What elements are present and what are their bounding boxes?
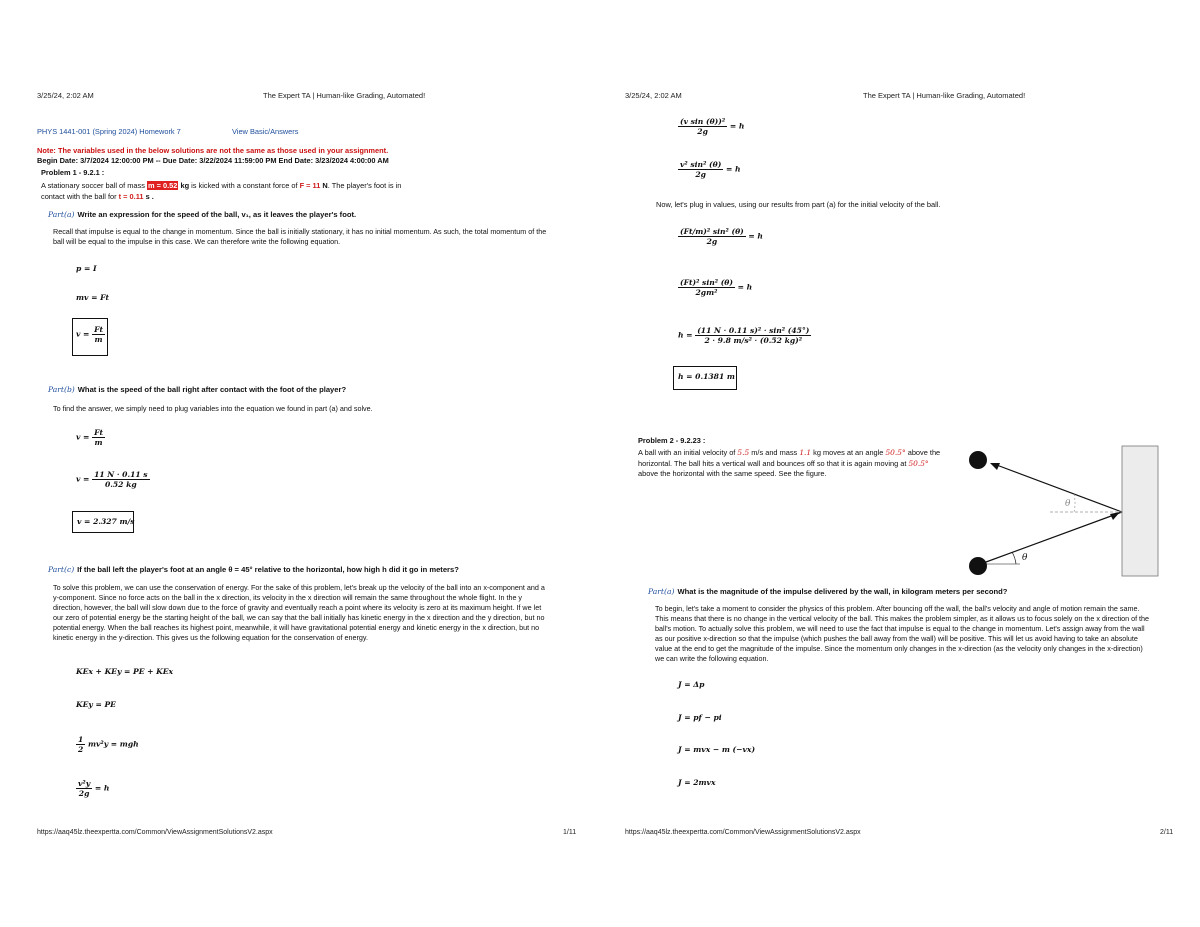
part-a-label: Part(a) xyxy=(648,587,675,596)
eq-ftm-h xyxy=(678,227,763,246)
part-a-text: What is the magnitude of the impulse delivered by the wall, in kilogram meters per second? xyxy=(677,587,1008,596)
eq-rest: = h xyxy=(725,164,741,174)
fraction xyxy=(92,325,105,344)
eq-h-result: h = 0.1381 m xyxy=(678,372,735,381)
eq-v2sin2-h xyxy=(678,160,740,179)
angle-value: 50.5° xyxy=(885,448,906,457)
statement-text: . The player's foot is in xyxy=(327,181,402,190)
footer-url: https://aaq45lz.theexpertta.com/Common/ViewAssignmentSolutionsV2.aspx xyxy=(37,829,273,836)
time-unit: s . xyxy=(145,192,154,201)
part-b-text: What is the speed of the ball right after contact with the foot of the player? xyxy=(77,385,347,394)
eq-vy2-2g xyxy=(76,779,109,798)
eq-vsin-h xyxy=(678,117,744,136)
eq-j-2mvx: J = 2mvx xyxy=(678,778,716,787)
denominator: m xyxy=(94,335,103,344)
eq-v-ft-m xyxy=(76,428,105,447)
bounce-figure xyxy=(960,440,1160,580)
eq-rest: = h xyxy=(737,282,753,292)
denominator: m xyxy=(94,438,103,447)
fraction xyxy=(678,117,727,136)
numerator: v²y xyxy=(78,779,91,788)
statement-text: is kicked with a constant force of xyxy=(191,181,298,190)
part-c-text: If the ball left the player's foot at an angle θ = 45° relative to the horizontal, how high h did it go in meters? xyxy=(77,565,459,574)
problem-1-statement xyxy=(41,181,401,192)
numerator: v² sin² (θ) xyxy=(680,160,722,169)
eq-lhs: h = xyxy=(678,330,693,340)
theta-label-bottom: θ xyxy=(1022,553,1028,563)
course-link[interactable]: PHYS 1441-001 (Spring 2024) Homework 7 xyxy=(37,127,181,136)
statement-text: above the xyxy=(907,448,941,457)
eq-energy-conservation: KEx + KEy = PE + KEx xyxy=(76,667,174,676)
problem-2-title: Problem 2 - 9.2.23 : xyxy=(638,436,706,445)
denominator: 2g xyxy=(706,237,718,246)
eq-ft2-h xyxy=(678,278,752,297)
fraction xyxy=(92,428,105,447)
view-answers-link[interactable]: View Basic/Answers xyxy=(232,127,299,136)
statement-text: A stationary soccer ball of mass xyxy=(41,181,145,190)
part-b-label: Part(b) xyxy=(48,385,75,394)
denominator: 2 · 9.8 m/s² · (0.52 kg)² xyxy=(704,336,803,345)
eq-j-pf-pi: J = pf − pi xyxy=(678,713,722,722)
eq-v-plugged xyxy=(76,470,150,489)
page-2 xyxy=(600,0,1200,927)
footer-url: https://aaq45lz.theexpertta.com/Common/ViewAssignmentSolutionsV2.aspx xyxy=(625,829,861,836)
statement-text: m/s and mass xyxy=(751,448,798,457)
angle-value: 50.5° xyxy=(908,459,929,468)
fraction xyxy=(76,735,85,754)
numerator: (11 N · 0.11 s)² · sin² (45°) xyxy=(697,326,810,335)
solution-note: Note: The variables used in the below solutions are not the same as those used in your assignment. xyxy=(37,146,389,155)
part-c-label: Part(c) xyxy=(48,565,75,574)
part-a-text: Write an expression for the speed of the ball, v₁, as it leaves the player's foot. xyxy=(77,210,357,219)
fraction xyxy=(678,160,723,179)
problem-2-statement xyxy=(638,448,940,459)
statement-text: contact with the ball for xyxy=(41,192,117,201)
angle-arc-bottom xyxy=(1012,552,1016,564)
denominator: 2g xyxy=(697,127,708,136)
numerator: (Ft)² sin² (θ) xyxy=(680,278,733,287)
eq-mv-ft: mv = Ft xyxy=(76,293,109,302)
problem-2-statement-2 xyxy=(638,459,929,470)
problem-1-statement-2 xyxy=(41,192,154,203)
rebound-path xyxy=(994,464,1122,512)
part-b-explanation: To find the answer, we simply need to plug variables into the equation we found in part (a) and solve. xyxy=(53,404,373,413)
eq-v-result: v = 2.327 m/s xyxy=(77,517,135,526)
theta-label-top: θ xyxy=(1065,499,1071,509)
fraction xyxy=(678,227,746,246)
denominator: 0.52 kg xyxy=(104,480,137,489)
eq-rest: = h xyxy=(748,231,763,241)
denominator: 2 xyxy=(78,745,84,754)
header-title: The Expert TA | Human-like Grading, Automated! xyxy=(863,91,1026,100)
eq-rest: = h xyxy=(729,121,745,131)
part-b-question xyxy=(48,385,346,394)
statement-text: horizontal. The ball hits a vertical wall and bounces off so that it is again moving at xyxy=(638,459,907,468)
eq-rest: = h xyxy=(94,783,110,793)
problem-1-title: Problem 1 - 9.2.1 : xyxy=(41,168,105,177)
eq-j-mvx: J = mvx − m (−vx) xyxy=(678,745,756,754)
numerator: Ft xyxy=(94,325,103,334)
arrow-head-incoming xyxy=(1110,512,1120,520)
part-a-label: Part(a) xyxy=(48,210,75,219)
fraction xyxy=(678,278,735,297)
numerator: 1 xyxy=(78,735,84,744)
time-value: t = 0.11 xyxy=(118,192,144,201)
eq-rest: mv²y = mgh xyxy=(87,739,139,749)
denominator: 2gm² xyxy=(695,288,718,297)
mass-value: 1.1 xyxy=(799,448,812,457)
part-c-explanation: To solve this problem, we can use the conservation of energy. For the sake of this problem, let's break up the velocity of the ball into an x-component and a y-component. Since no force acts on the ball in the x direction, its velocity in the x direction will remain the same throughout the whole flight. In the y direction, however, the ball will slow down due to the force of gravity and eventually reach a point where its velocity is zero at its maximum height. If we let our zero of potential energy be the starting height of the ball, we can say that the ball initially has kinetic energy in the x direction and the y direction, but no potential energy. When the ball reaches its highest point, meanwhile, it will have gravitational potential energy and kinetic energy in the x direction, but no kinetic energy in the y-direction. This gives us the following equation for the conservation of energy. xyxy=(53,583,545,642)
eq-impulse-momentum: p = I xyxy=(76,264,97,273)
eq-half-mv2 xyxy=(76,735,139,754)
eq-lhs: v = xyxy=(76,329,90,339)
eq-lhs: v = xyxy=(76,432,90,442)
mass-value: m = 0.52 xyxy=(148,181,178,190)
eq-h-plugged xyxy=(678,326,811,345)
eq-lhs: v = xyxy=(76,474,90,484)
denominator: 2g xyxy=(695,170,706,179)
assignment-dates: Begin Date: 3/7/2024 12:00:00 PM -- Due Date: 3/22/2024 11:59:00 PM End Date: 3/23/2024 4:00:00 AM xyxy=(37,156,389,165)
footer-page-number: 1/11 xyxy=(563,829,577,836)
numerator: (Ft/m)² sin² (θ) xyxy=(680,227,744,236)
plug-in-text: Now, let's plug in values, using our results from part (a) for the initial velocity of the ball. xyxy=(656,200,941,209)
part-a-explanation-p2: To begin, let's take a moment to consider the physics of this problem. After bouncing off the wall, the ball's velocity and angle of motion remain the same. This means that there is no change in the vertical velocity of the ball. This makes the problem simpler, as it allows us to focus solely on the x direction of the ball's motion. To actually solve this problem, we will need to use the fact that impulse is equal to the change in momentum. Let's assign away from the wall as our positive x-direction so that the impulse (which pushes the ball away from the wall) will be positive. This will let us avoid having to take an absolute value at the end to get the magnitude of the impulse. Since the momentum only changes in the x-direction (as the velocity only changes in the x-direction) we can write the following equation. xyxy=(655,604,1150,663)
statement-text: A ball with an initial velocity of xyxy=(638,448,736,457)
numerator: (v sin (θ))² xyxy=(680,117,726,126)
fraction xyxy=(76,779,92,798)
denominator: 2g xyxy=(78,789,90,798)
arrow-head-rebound xyxy=(990,463,1000,470)
fraction xyxy=(695,326,811,345)
wall xyxy=(1122,446,1158,576)
numerator: 11 N · 0.11 s xyxy=(94,470,148,479)
incoming-path xyxy=(986,512,1122,562)
header-title: The Expert TA | Human-like Grading, Automated! xyxy=(263,91,426,100)
eq-j-delta-p: J = Δp xyxy=(678,680,705,689)
velocity-value: 5.5 xyxy=(737,448,750,457)
force-unit: N xyxy=(322,181,328,190)
fraction xyxy=(92,470,150,489)
angle-arc-top xyxy=(1074,494,1075,512)
statement-text: kg moves at an angle xyxy=(813,448,884,457)
header-date: 3/25/24, 2:02 AM xyxy=(625,91,682,100)
mass-unit: kg xyxy=(180,181,190,190)
eq-v-expression xyxy=(76,325,105,344)
part-a-question xyxy=(48,210,356,219)
force-value: F = 11 xyxy=(299,181,321,190)
part-c-question xyxy=(48,565,459,574)
part-a-explanation: Recall that impulse is equal to the change in momentum. Since the ball is initially stationary, it has no initial momentum. As such, the total momentum of the ball will be equal to the impulse in this case. We can therefore write the following equation. xyxy=(53,227,547,246)
header-date: 3/25/24, 2:02 AM xyxy=(37,91,94,100)
ball-rebound xyxy=(969,451,987,469)
problem-2-statement-3: above the horizontal with the same speed. See the figure. xyxy=(638,469,827,478)
footer-page-number: 2/11 xyxy=(1160,829,1174,836)
part-a-question-p2 xyxy=(648,587,1007,596)
eq-ke-pe: KEy = PE xyxy=(76,700,116,709)
numerator: Ft xyxy=(94,428,103,437)
ball-incoming xyxy=(969,557,987,575)
